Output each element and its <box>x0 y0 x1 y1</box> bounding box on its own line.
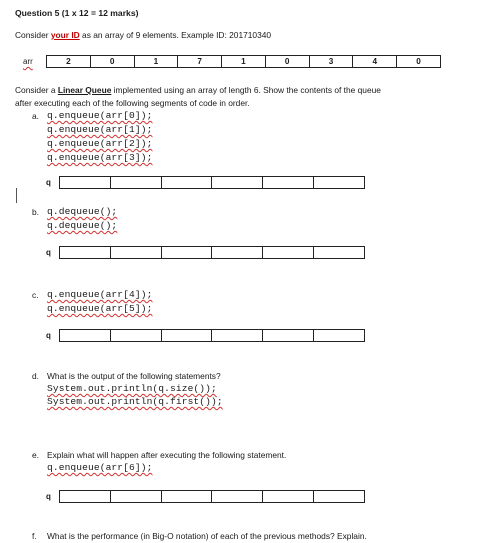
your-id-highlight: your ID <box>50 30 80 40</box>
arr-cell: 0 <box>265 56 309 68</box>
queue-cell[interactable] <box>263 177 314 189</box>
consider-text-after: as an array of 9 elements. Example ID: 201710340 <box>79 30 272 40</box>
queue-cell[interactable] <box>212 330 263 342</box>
queue-cell[interactable] <box>161 247 212 259</box>
consider-line <box>15 30 271 40</box>
queue-c-label: q <box>46 331 51 340</box>
queue-c-table <box>59 329 365 342</box>
part-a-code-1: q.enqueue(arr[0]); <box>47 110 153 121</box>
part-a-code-4: q.enqueue(arr[3]); <box>47 152 153 163</box>
part-a-code-2: q.enqueue(arr[1]); <box>47 124 153 135</box>
queue-cell[interactable] <box>314 177 365 189</box>
queue-cell[interactable] <box>60 330 111 342</box>
queue-cell[interactable] <box>212 247 263 259</box>
part-b-code-1: q.dequeue(); <box>47 206 118 217</box>
arr-label: arr <box>23 57 33 66</box>
queue-cell[interactable] <box>110 330 161 342</box>
queue-cell[interactable] <box>212 491 263 503</box>
queue-e-label: q <box>46 492 51 501</box>
part-f-label: f. <box>32 531 37 541</box>
queue-cell[interactable] <box>110 491 161 503</box>
queue-cell[interactable] <box>314 247 365 259</box>
part-d-label: d. <box>32 371 39 381</box>
arr-cell: 4 <box>353 56 397 68</box>
part-f-text: What is the performance (in Big-O notation) of each of the previous methods? Explain. <box>47 531 367 541</box>
part-d-code-2: System.out.println(q.first()); <box>47 396 223 407</box>
question-title: Question 5 (1 x 12 = 12 marks) <box>15 8 139 18</box>
arr-cell: 1 <box>222 56 266 68</box>
queue-cell[interactable] <box>314 330 365 342</box>
linear-queue-highlight: Linear Queue <box>57 85 112 95</box>
part-c-label: c. <box>32 290 39 300</box>
part-d-code-1: System.out.println(q.size()); <box>47 383 217 394</box>
arr-cell: 3 <box>309 56 353 68</box>
queue-e-table <box>59 490 365 503</box>
part-c-code-2: q.enqueue(arr[5]); <box>47 303 153 314</box>
part-e-label: e. <box>32 450 39 460</box>
part-e-code-1: q.enqueue(arr[6]); <box>47 462 153 473</box>
arr-table <box>46 55 441 68</box>
arr-cell: 0 <box>90 56 134 68</box>
queue-cell[interactable] <box>263 330 314 342</box>
intro-text-before: Consider a <box>15 85 58 95</box>
queue-cell[interactable] <box>161 330 212 342</box>
part-d-text: What is the output of the following statements? <box>47 371 221 381</box>
queue-b-table <box>59 246 365 259</box>
queue-cell[interactable] <box>161 177 212 189</box>
part-e-text: Explain what will happen after executing the following statement. <box>47 450 287 460</box>
queue-cell[interactable] <box>263 491 314 503</box>
part-b-code-2: q.dequeue(); <box>47 220 118 231</box>
arr-cell: 0 <box>397 56 441 68</box>
part-b-label: b. <box>32 207 39 217</box>
queue-cell[interactable] <box>110 177 161 189</box>
queue-cell[interactable] <box>60 177 111 189</box>
queue-cell[interactable] <box>314 491 365 503</box>
part-a-label: a. <box>32 111 39 121</box>
queue-cell[interactable] <box>60 491 111 503</box>
intro-line-2: after executing each of the following segments of code in order. <box>15 98 250 108</box>
text-cursor <box>16 188 17 203</box>
intro-line-1 <box>15 85 381 95</box>
queue-cell[interactable] <box>60 247 111 259</box>
queue-cell[interactable] <box>263 247 314 259</box>
queue-a-label: q <box>46 178 51 187</box>
intro-text-after: implemented using an array of length 6. Show the contents of the queue <box>111 85 381 95</box>
part-c-code-1: q.enqueue(arr[4]); <box>47 289 153 300</box>
arr-cell: 7 <box>178 56 222 68</box>
part-a-code-3: q.enqueue(arr[2]); <box>47 138 153 149</box>
queue-cell[interactable] <box>110 247 161 259</box>
queue-b-label: q <box>46 248 51 257</box>
queue-a-table <box>59 176 365 189</box>
arr-cell: 1 <box>134 56 178 68</box>
queue-cell[interactable] <box>212 177 263 189</box>
consider-text-before: Consider <box>15 30 51 40</box>
arr-cell: 2 <box>47 56 91 68</box>
queue-cell[interactable] <box>161 491 212 503</box>
